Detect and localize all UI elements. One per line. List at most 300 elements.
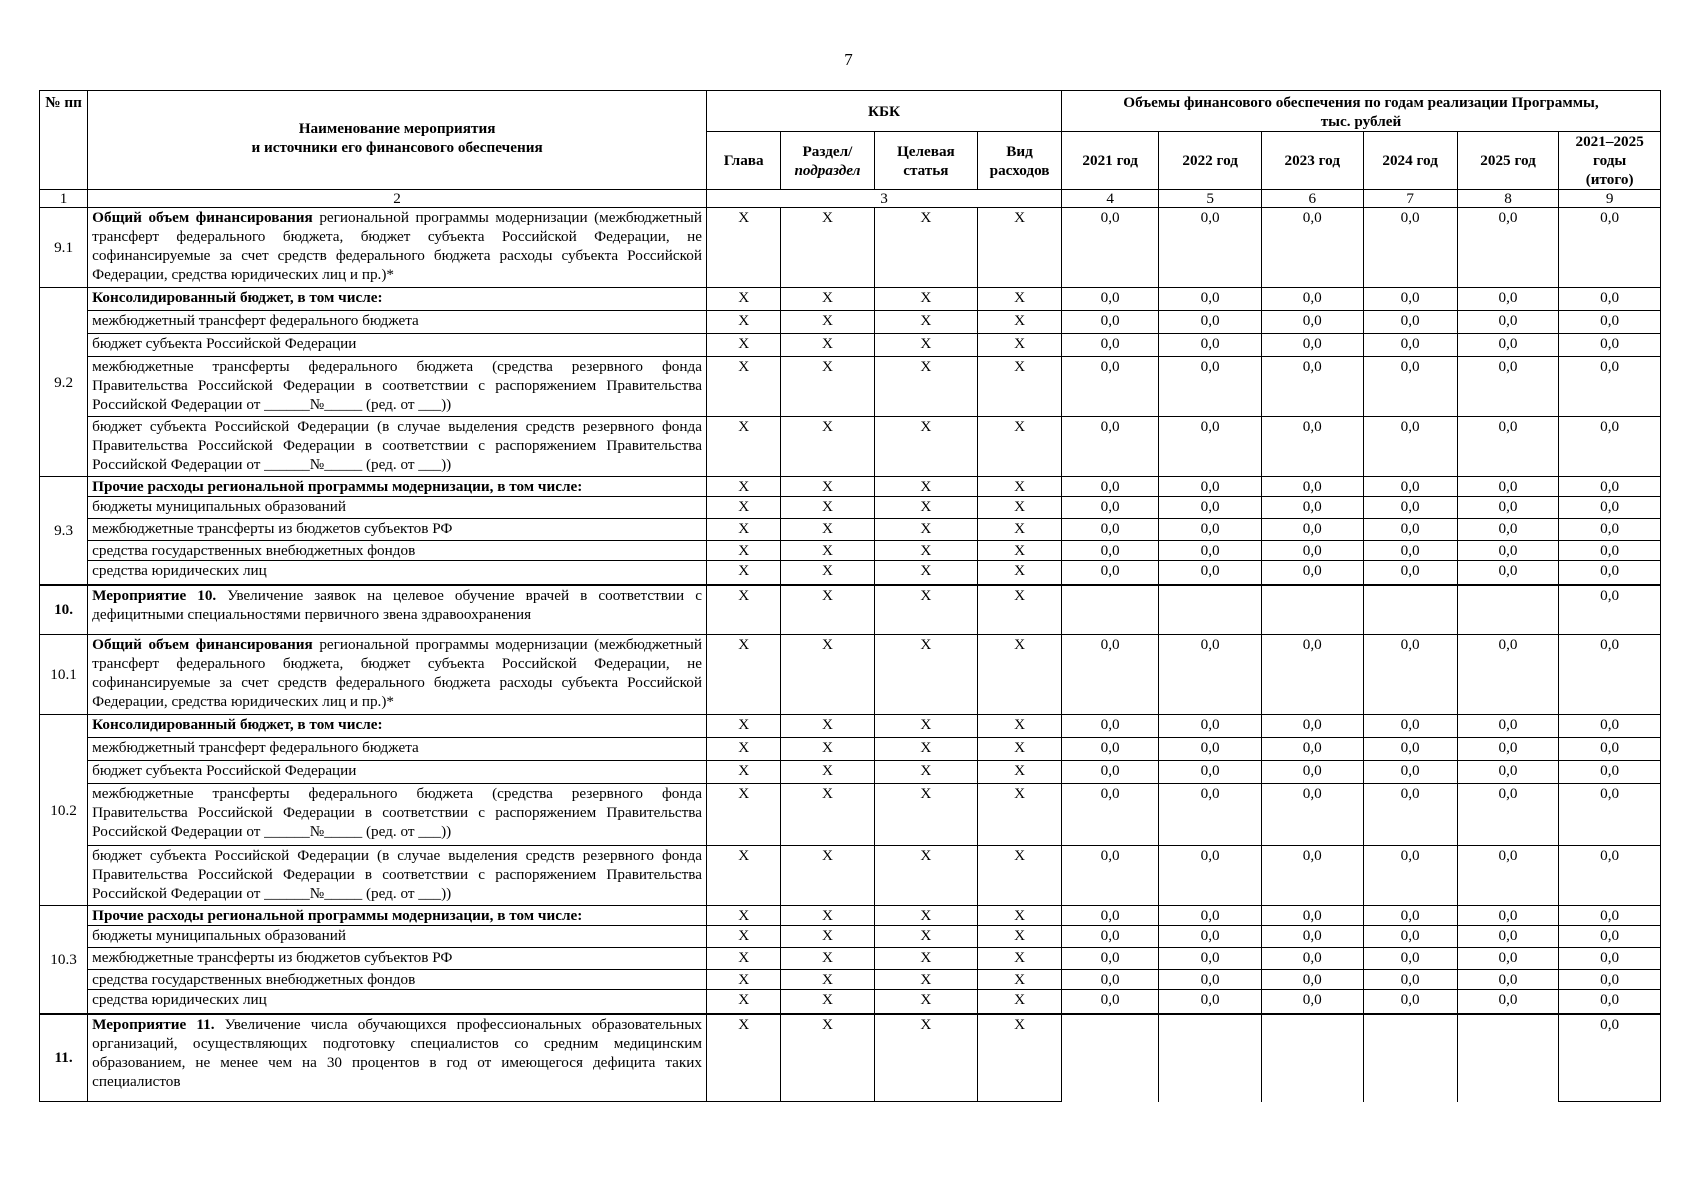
- x-mark: X: [781, 208, 874, 288]
- table-row: [40, 948, 1661, 970]
- value-cell: 0,0: [1457, 715, 1559, 738]
- value-cell: 0,0: [1159, 784, 1262, 846]
- value-cell: 0,0: [1363, 761, 1457, 784]
- value-cell: 0,0: [1159, 417, 1262, 477]
- row-description-bold: Общий объем финансирования: [92, 209, 313, 226]
- value-cell: 0,0: [1457, 541, 1559, 561]
- header-glava: Глава: [707, 132, 781, 190]
- x-mark: X: [707, 761, 781, 784]
- header-kbk: КБК: [707, 91, 1062, 132]
- value-cell: 0,0: [1159, 288, 1262, 311]
- column-number-row: [40, 190, 1661, 208]
- value-cell: 0,0: [1261, 906, 1363, 926]
- value-cell: 0,0: [1457, 990, 1559, 1014]
- value-cell: 0,0: [1363, 497, 1457, 519]
- value-cell: 0,0: [1559, 288, 1661, 311]
- table-row: [40, 477, 1661, 497]
- row-description: Прочие расходы региональной программы модернизации, в том числе:: [88, 906, 707, 926]
- value-cell: 0,0: [1559, 519, 1661, 541]
- row-description: Прочие расходы региональной программы модернизации, в том числе:: [88, 477, 707, 497]
- value-cell: 0,0: [1363, 948, 1457, 970]
- value-cell: 0,0: [1457, 738, 1559, 761]
- x-mark: X: [874, 357, 978, 417]
- value-cell: 0,0: [1159, 334, 1262, 357]
- value-cell: 0,0: [1261, 784, 1363, 846]
- x-mark: X: [707, 208, 781, 288]
- x-mark: X: [874, 585, 978, 635]
- row-description: средства юридических лиц: [88, 561, 707, 585]
- header-razdel: [781, 132, 874, 190]
- header-total-line2: годы: [1593, 152, 1627, 169]
- value-cell: 0,0: [1159, 948, 1262, 970]
- x-mark: X: [978, 208, 1062, 288]
- value-cell: 0,0: [1159, 970, 1262, 990]
- value-cell: 0,0: [1061, 208, 1158, 288]
- x-mark: X: [781, 784, 874, 846]
- table-row: [40, 561, 1661, 585]
- value-cell: 0,0: [1159, 738, 1262, 761]
- x-mark: X: [781, 417, 874, 477]
- value-cell: 0,0: [1061, 288, 1158, 311]
- header-vid-line2: расходов: [989, 161, 1050, 179]
- value-cell-empty: [1159, 1014, 1262, 1102]
- header-vid-line1: Вид: [1006, 142, 1033, 160]
- value-cell: 0,0: [1061, 906, 1158, 926]
- row-description-text: региональной программы модернизации (межбюджетный трансферт федерального бюджета, бюджет субъекта Российской Федерации, не софинансируемые за счет средств федерального бюджета расходы субъекта Российской Федерации, средства юридических лиц и пр.)*: [92, 209, 702, 283]
- value-cell: 0,0: [1261, 990, 1363, 1014]
- table-row: [40, 497, 1661, 519]
- row-number: 9.2: [40, 288, 88, 477]
- x-mark: X: [978, 585, 1062, 635]
- x-mark: X: [781, 357, 874, 417]
- value-cell: 0,0: [1559, 784, 1661, 846]
- value-cell: 0,0: [1061, 417, 1158, 477]
- row-description-text: Увеличение заявок на целевое обучение врачей в соответствии с дефицитными специальностями первичного звена здравоохранения: [92, 586, 702, 623]
- value-cell: 0,0: [1061, 948, 1158, 970]
- x-mark: X: [707, 1014, 781, 1102]
- x-mark: X: [978, 784, 1062, 846]
- value-cell: 0,0: [1363, 334, 1457, 357]
- value-cell: 0,0: [1261, 761, 1363, 784]
- value-cell: 0,0: [1559, 926, 1661, 948]
- x-mark: X: [874, 738, 978, 761]
- value-cell: 0,0: [1261, 635, 1363, 715]
- x-mark: X: [978, 541, 1062, 561]
- value-cell: 0,0: [1061, 970, 1158, 990]
- row-number: 10.3: [40, 906, 88, 1014]
- value-cell: 0,0: [1159, 846, 1262, 906]
- row-description-bold: Мероприятие 11.: [92, 1015, 215, 1033]
- x-mark: X: [781, 541, 874, 561]
- value-cell: 0,0: [1061, 497, 1158, 519]
- row-number: 10.2: [40, 715, 88, 906]
- x-mark: X: [707, 519, 781, 541]
- x-mark: X: [978, 357, 1062, 417]
- value-cell: 0,0: [1457, 208, 1559, 288]
- row-description: бюджет субъекта Российской Федерации: [88, 761, 707, 784]
- value-cell: 0,0: [1159, 715, 1262, 738]
- x-mark: X: [781, 990, 874, 1014]
- value-cell: 0,0: [1457, 311, 1559, 334]
- table-row: [40, 585, 1661, 635]
- value-cell: 0,0: [1061, 846, 1158, 906]
- value-cell: 0,0: [1457, 970, 1559, 990]
- value-cell: 0,0: [1457, 635, 1559, 715]
- value-cell: 0,0: [1363, 970, 1457, 990]
- colnum: 3: [707, 190, 1062, 208]
- value-cell: 0,0: [1559, 948, 1661, 970]
- row-description: Консолидированный бюджет, в том числе:: [88, 715, 707, 738]
- header-2024: 2024 год: [1363, 132, 1457, 190]
- colnum: 9: [1559, 190, 1661, 208]
- header-2025: 2025 год: [1457, 132, 1559, 190]
- colnum: 2: [88, 190, 707, 208]
- value-cell: 0,0: [1261, 926, 1363, 948]
- value-cell: 0,0: [1261, 970, 1363, 990]
- value-cell: 0,0: [1159, 541, 1262, 561]
- value-cell: 0,0: [1559, 715, 1661, 738]
- row-description: средства государственных внебюджетных фондов: [88, 541, 707, 561]
- row-description: бюджет субъекта Российской Федерации: [88, 334, 707, 357]
- x-mark: X: [978, 948, 1062, 970]
- row-description: межбюджетный трансферт федерального бюджета: [88, 738, 707, 761]
- value-cell: 0,0: [1061, 738, 1158, 761]
- value-cell: 0,0: [1457, 926, 1559, 948]
- x-mark: X: [707, 288, 781, 311]
- value-cell: 0,0: [1261, 288, 1363, 311]
- x-mark: X: [978, 970, 1062, 990]
- header-2021: 2021 год: [1061, 132, 1158, 190]
- table-row: [40, 715, 1661, 738]
- table-row: [40, 334, 1661, 357]
- x-mark: X: [874, 417, 978, 477]
- x-mark: X: [707, 906, 781, 926]
- x-mark: X: [978, 334, 1062, 357]
- value-cell: 0,0: [1363, 417, 1457, 477]
- value-cell: 0,0: [1363, 519, 1457, 541]
- table-row: [40, 738, 1661, 761]
- value-cell: 0,0: [1363, 477, 1457, 497]
- x-mark: X: [874, 541, 978, 561]
- value-cell: 0,0: [1261, 311, 1363, 334]
- value-cell: 0,0: [1559, 970, 1661, 990]
- value-cell: 0,0: [1159, 208, 1262, 288]
- x-mark: X: [978, 926, 1062, 948]
- value-cell: 0,0: [1559, 477, 1661, 497]
- value-cell: 0,0: [1559, 417, 1661, 477]
- value-cell: 0,0: [1457, 846, 1559, 906]
- value-cell: 0,0: [1457, 948, 1559, 970]
- x-mark: X: [781, 906, 874, 926]
- value-cell: 0,0: [1457, 288, 1559, 311]
- x-mark: X: [874, 519, 978, 541]
- x-mark: X: [781, 519, 874, 541]
- value-cell: 0,0: [1457, 497, 1559, 519]
- x-mark: X: [874, 311, 978, 334]
- x-mark: X: [874, 990, 978, 1014]
- value-cell: 0,0: [1261, 334, 1363, 357]
- colnum: 6: [1261, 190, 1363, 208]
- row-description: [88, 1014, 707, 1102]
- value-cell-empty: [1261, 585, 1363, 635]
- x-mark: X: [874, 948, 978, 970]
- x-mark: X: [874, 561, 978, 585]
- row-description: межбюджетные трансферты из бюджетов субъектов РФ: [88, 948, 707, 970]
- value-cell: 0,0: [1159, 357, 1262, 417]
- value-cell: 0,0: [1363, 541, 1457, 561]
- row-description: [88, 585, 707, 635]
- header-name-line2: и источники его финансового обеспечения: [251, 139, 543, 156]
- x-mark: X: [874, 926, 978, 948]
- x-mark: X: [978, 990, 1062, 1014]
- table-row: [40, 417, 1661, 477]
- value-cell: 0,0: [1363, 635, 1457, 715]
- table-row: [40, 784, 1661, 846]
- value-cell: 0,0: [1363, 715, 1457, 738]
- value-cell: 0,0: [1159, 497, 1262, 519]
- value-cell-empty: [1363, 585, 1457, 635]
- x-mark: X: [874, 334, 978, 357]
- x-mark: X: [874, 635, 978, 715]
- table-row: [40, 990, 1661, 1014]
- value-cell: 0,0: [1559, 497, 1661, 519]
- table-row: [40, 288, 1661, 311]
- row-description-text: Увеличение числа обучающихся профессиональных образовательных организаций, осуществляющих подготовку специалистов со средним медицинским образованием, не менее чем на 30 процентов в год от имеющегося дефицита таких специалистов: [92, 1015, 702, 1090]
- table-row: [40, 926, 1661, 948]
- x-mark: X: [781, 477, 874, 497]
- x-mark: X: [707, 497, 781, 519]
- value-cell: 0,0: [1457, 519, 1559, 541]
- table-row: [40, 635, 1661, 715]
- value-cell: 0,0: [1559, 334, 1661, 357]
- value-cell: 0,0: [1457, 784, 1559, 846]
- table-row: [40, 906, 1661, 926]
- row-description: [88, 208, 707, 288]
- x-mark: X: [874, 477, 978, 497]
- row-number: 11.: [40, 1014, 88, 1102]
- header-volumes: [1061, 91, 1660, 132]
- x-mark: X: [707, 635, 781, 715]
- value-cell: 0,0: [1061, 311, 1158, 334]
- x-mark: X: [781, 948, 874, 970]
- value-cell: 0,0: [1363, 846, 1457, 906]
- row-description: межбюджетные трансферты федерального бюджета (средства резервного фонда Правительства Российской Федерации в соответствии с распоряжением Правительства Российской Федерации от ______№_____ (ред. от ___)): [88, 784, 707, 846]
- x-mark: X: [781, 635, 874, 715]
- x-mark: X: [781, 1014, 874, 1102]
- value-cell: 0,0: [1363, 561, 1457, 585]
- x-mark: X: [707, 948, 781, 970]
- row-description: бюджет субъекта Российской Федерации (в случае выделения средств резервного фонда Правительства Российской Федерации в соответствии с распоряжением Правительства Российской Федерации от ______№_____ (ред. от ___)): [88, 417, 707, 477]
- table-row: [40, 311, 1661, 334]
- value-cell: 0,0: [1159, 311, 1262, 334]
- x-mark: X: [707, 738, 781, 761]
- value-cell-empty: [1261, 1014, 1363, 1102]
- row-description: межбюджетные трансферты федерального бюджета (средства резервного фонда Правительства Российской Федерации в соответствии с распоряжением Правительства Российской Федерации от ______№_____ (ред. от ___)): [88, 357, 707, 417]
- x-mark: X: [978, 635, 1062, 715]
- x-mark: X: [707, 715, 781, 738]
- table-row: [40, 519, 1661, 541]
- x-mark: X: [781, 926, 874, 948]
- colnum: 4: [1061, 190, 1158, 208]
- value-cell: 0,0: [1261, 561, 1363, 585]
- x-mark: X: [874, 846, 978, 906]
- x-mark: X: [874, 784, 978, 846]
- x-mark: X: [707, 334, 781, 357]
- value-cell: 0,0: [1363, 311, 1457, 334]
- value-cell-empty: [1457, 585, 1559, 635]
- x-mark: X: [978, 761, 1062, 784]
- x-mark: X: [781, 585, 874, 635]
- x-mark: X: [874, 208, 978, 288]
- x-mark: X: [978, 417, 1062, 477]
- x-mark: X: [874, 761, 978, 784]
- value-cell: 0,0: [1559, 561, 1661, 585]
- x-mark: X: [781, 497, 874, 519]
- header-celevaya: [874, 132, 978, 190]
- value-cell: 0,0: [1261, 497, 1363, 519]
- value-cell: 0,0: [1363, 784, 1457, 846]
- x-mark: X: [781, 561, 874, 585]
- value-cell: 0,0: [1559, 738, 1661, 761]
- colnum: 8: [1457, 190, 1559, 208]
- value-cell: 0,0: [1261, 477, 1363, 497]
- x-mark: X: [978, 738, 1062, 761]
- value-cell: 0,0: [1261, 357, 1363, 417]
- value-cell-empty: [1457, 1014, 1559, 1102]
- value-cell: 0,0: [1159, 561, 1262, 585]
- header-razdel-line2: подраздел: [794, 161, 861, 179]
- x-mark: X: [707, 970, 781, 990]
- table-row: [40, 970, 1661, 990]
- x-mark: X: [707, 784, 781, 846]
- colnum: 5: [1159, 190, 1262, 208]
- x-mark: X: [874, 288, 978, 311]
- x-mark: X: [707, 585, 781, 635]
- header-2022: 2022 год: [1159, 132, 1262, 190]
- x-mark: X: [781, 715, 874, 738]
- header-volumes-line2: тыс. рублей: [1320, 113, 1402, 130]
- x-mark: X: [781, 761, 874, 784]
- colnum: 1: [40, 190, 88, 208]
- row-description: Консолидированный бюджет, в том числе:: [88, 288, 707, 311]
- x-mark: X: [978, 288, 1062, 311]
- row-description: бюджеты муниципальных образований: [88, 497, 707, 519]
- value-cell: 0,0: [1559, 357, 1661, 417]
- x-mark: X: [781, 738, 874, 761]
- value-cell: 0,0: [1061, 477, 1158, 497]
- value-cell: 0,0: [1061, 784, 1158, 846]
- value-cell: 0,0: [1457, 477, 1559, 497]
- table-row: [40, 541, 1661, 561]
- value-cell: 0,0: [1261, 541, 1363, 561]
- header-total-line3: (итого): [1585, 171, 1634, 188]
- x-mark: X: [781, 970, 874, 990]
- row-description: межбюджетные трансферты из бюджетов субъектов РФ: [88, 519, 707, 541]
- value-cell: 0,0: [1559, 541, 1661, 561]
- value-cell: 0,0: [1559, 311, 1661, 334]
- row-number: 9.1: [40, 208, 88, 288]
- table-row: [40, 846, 1661, 906]
- x-mark: X: [874, 906, 978, 926]
- x-mark: X: [707, 311, 781, 334]
- header-name-line1: Наименование мероприятия: [298, 120, 496, 137]
- row-description: средства юридических лиц: [88, 990, 707, 1014]
- value-cell: 0,0: [1363, 288, 1457, 311]
- value-cell: 0,0: [1159, 906, 1262, 926]
- page-number: 7: [844, 50, 853, 69]
- row-description: средства государственных внебюджетных фондов: [88, 970, 707, 990]
- financing-table: [39, 90, 1661, 1102]
- x-mark: X: [781, 311, 874, 334]
- value-cell: 0,0: [1457, 906, 1559, 926]
- value-cell-empty: [1061, 1014, 1158, 1102]
- x-mark: X: [707, 541, 781, 561]
- x-mark: X: [781, 288, 874, 311]
- value-cell: 0,0: [1261, 846, 1363, 906]
- value-cell: 0,0: [1559, 585, 1661, 635]
- value-cell: 0,0: [1261, 417, 1363, 477]
- row-description: межбюджетный трансферт федерального бюджета: [88, 311, 707, 334]
- value-cell: 0,0: [1363, 906, 1457, 926]
- header-num: № пп: [40, 91, 88, 190]
- value-cell-empty: [1363, 1014, 1457, 1102]
- value-cell: 0,0: [1363, 926, 1457, 948]
- header-vid: [978, 132, 1062, 190]
- value-cell: 0,0: [1261, 715, 1363, 738]
- x-mark: X: [874, 497, 978, 519]
- value-cell: 0,0: [1261, 738, 1363, 761]
- row-description: бюджет субъекта Российской Федерации (в случае выделения средств резервного фонда Правительства Российской Федерации в соответствии с распоряжением Правительства Российской Федерации от ______№_____ (ред. от ___)): [88, 846, 707, 906]
- x-mark: X: [707, 561, 781, 585]
- value-cell: 0,0: [1261, 519, 1363, 541]
- table-row: [40, 1014, 1661, 1102]
- value-cell: 0,0: [1159, 761, 1262, 784]
- value-cell: 0,0: [1559, 846, 1661, 906]
- header-name: [88, 91, 707, 190]
- value-cell: 0,0: [1559, 906, 1661, 926]
- x-mark: X: [874, 1014, 978, 1102]
- value-cell: 0,0: [1061, 635, 1158, 715]
- x-mark: X: [978, 311, 1062, 334]
- row-description-bold: Общий объем финансирования: [92, 636, 313, 653]
- header-row-1: [40, 91, 1661, 132]
- value-cell: 0,0: [1261, 948, 1363, 970]
- x-mark: X: [978, 715, 1062, 738]
- x-mark: X: [978, 1014, 1062, 1102]
- x-mark: X: [978, 497, 1062, 519]
- value-cell: 0,0: [1559, 761, 1661, 784]
- header-total: [1559, 132, 1661, 190]
- table-row: [40, 761, 1661, 784]
- x-mark: X: [978, 561, 1062, 585]
- value-cell: 0,0: [1457, 334, 1559, 357]
- row-description-text: региональной программы модернизации (межбюджетный трансферт федерального бюджета, бюджет субъекта Российской Федерации, не софинансируемые за счет средств федерального бюджета расходы субъекта Российской Федерации, средства юридических лиц и пр.)*: [92, 636, 702, 710]
- x-mark: X: [978, 906, 1062, 926]
- value-cell: 0,0: [1363, 990, 1457, 1014]
- table-row: [40, 208, 1661, 288]
- x-mark: X: [978, 519, 1062, 541]
- x-mark: X: [781, 334, 874, 357]
- value-cell: 0,0: [1061, 761, 1158, 784]
- x-mark: X: [707, 357, 781, 417]
- value-cell: 0,0: [1261, 208, 1363, 288]
- value-cell: 0,0: [1457, 417, 1559, 477]
- x-mark: X: [707, 926, 781, 948]
- value-cell: 0,0: [1061, 334, 1158, 357]
- value-cell: 0,0: [1363, 208, 1457, 288]
- header-celevaya-line1: Целевая: [896, 142, 955, 160]
- value-cell: 0,0: [1061, 715, 1158, 738]
